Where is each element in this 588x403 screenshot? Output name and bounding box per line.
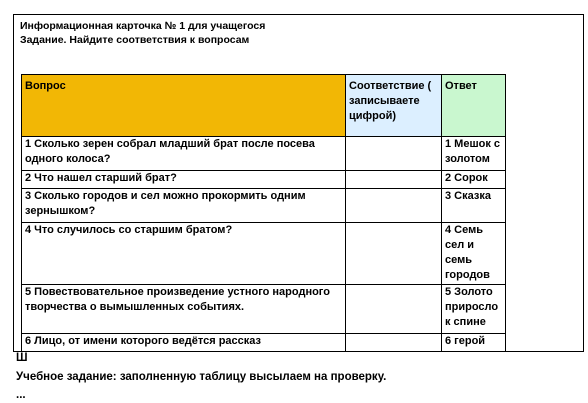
- row-match-input[interactable]: [346, 189, 442, 223]
- header-answer: Ответ: [442, 75, 506, 137]
- footer-ellipsis: ...: [16, 389, 26, 401]
- footer-letter: Ш: [16, 352, 28, 364]
- row-answer: 6 герой: [442, 334, 506, 352]
- header-match: Соответствие ( записываете цифрой): [346, 75, 442, 137]
- table-row: [22, 334, 506, 352]
- info-card: [13, 14, 584, 352]
- header-question: Вопрос: [22, 75, 346, 137]
- row-answer: 4 Семь сел и семь городов: [442, 223, 506, 285]
- row-match-input[interactable]: [346, 285, 442, 334]
- table-row: [22, 137, 506, 171]
- card-title: Информационная карточка № 1 для учащегося: [20, 20, 266, 32]
- row-answer: 1 Мешок с золотом: [442, 137, 506, 171]
- row-question: 4 Что случилось со старшим братом?: [22, 223, 346, 285]
- table-row: [22, 171, 506, 189]
- row-match-input[interactable]: [346, 334, 442, 352]
- row-match-input[interactable]: [346, 223, 442, 285]
- row-question: 2 Что нашел старший брат?: [22, 171, 346, 189]
- matching-table: [21, 74, 506, 352]
- footer-instruction: Учебное задание: заполненную таблицу высылаем на проверку.: [16, 371, 387, 383]
- table-row: [22, 189, 506, 223]
- row-match-input[interactable]: [346, 137, 442, 171]
- row-answer: 2 Сорок: [442, 171, 506, 189]
- row-question: 5 Повествовательное произведение устного народного творчества о вымышленных событиях.: [22, 285, 346, 334]
- row-answer: 5 Золото приросло к спине: [442, 285, 506, 334]
- row-question: 1 Сколько зерен собрал младший брат после посева одного колоса?: [22, 137, 346, 171]
- table-row: [22, 285, 506, 334]
- table-row: [22, 223, 506, 285]
- row-answer: 3 Сказка: [442, 189, 506, 223]
- row-match-input[interactable]: [346, 171, 442, 189]
- row-question: 6 Лицо, от имени которого ведётся рассказ: [22, 334, 346, 352]
- row-question: 3 Сколько городов и сел можно прокормить одним зернышком?: [22, 189, 346, 223]
- table-header-row: [22, 75, 506, 137]
- card-task: Задание. Найдите соответствия к вопросам: [20, 34, 250, 46]
- clipped-top-text: [0, 0, 588, 4]
